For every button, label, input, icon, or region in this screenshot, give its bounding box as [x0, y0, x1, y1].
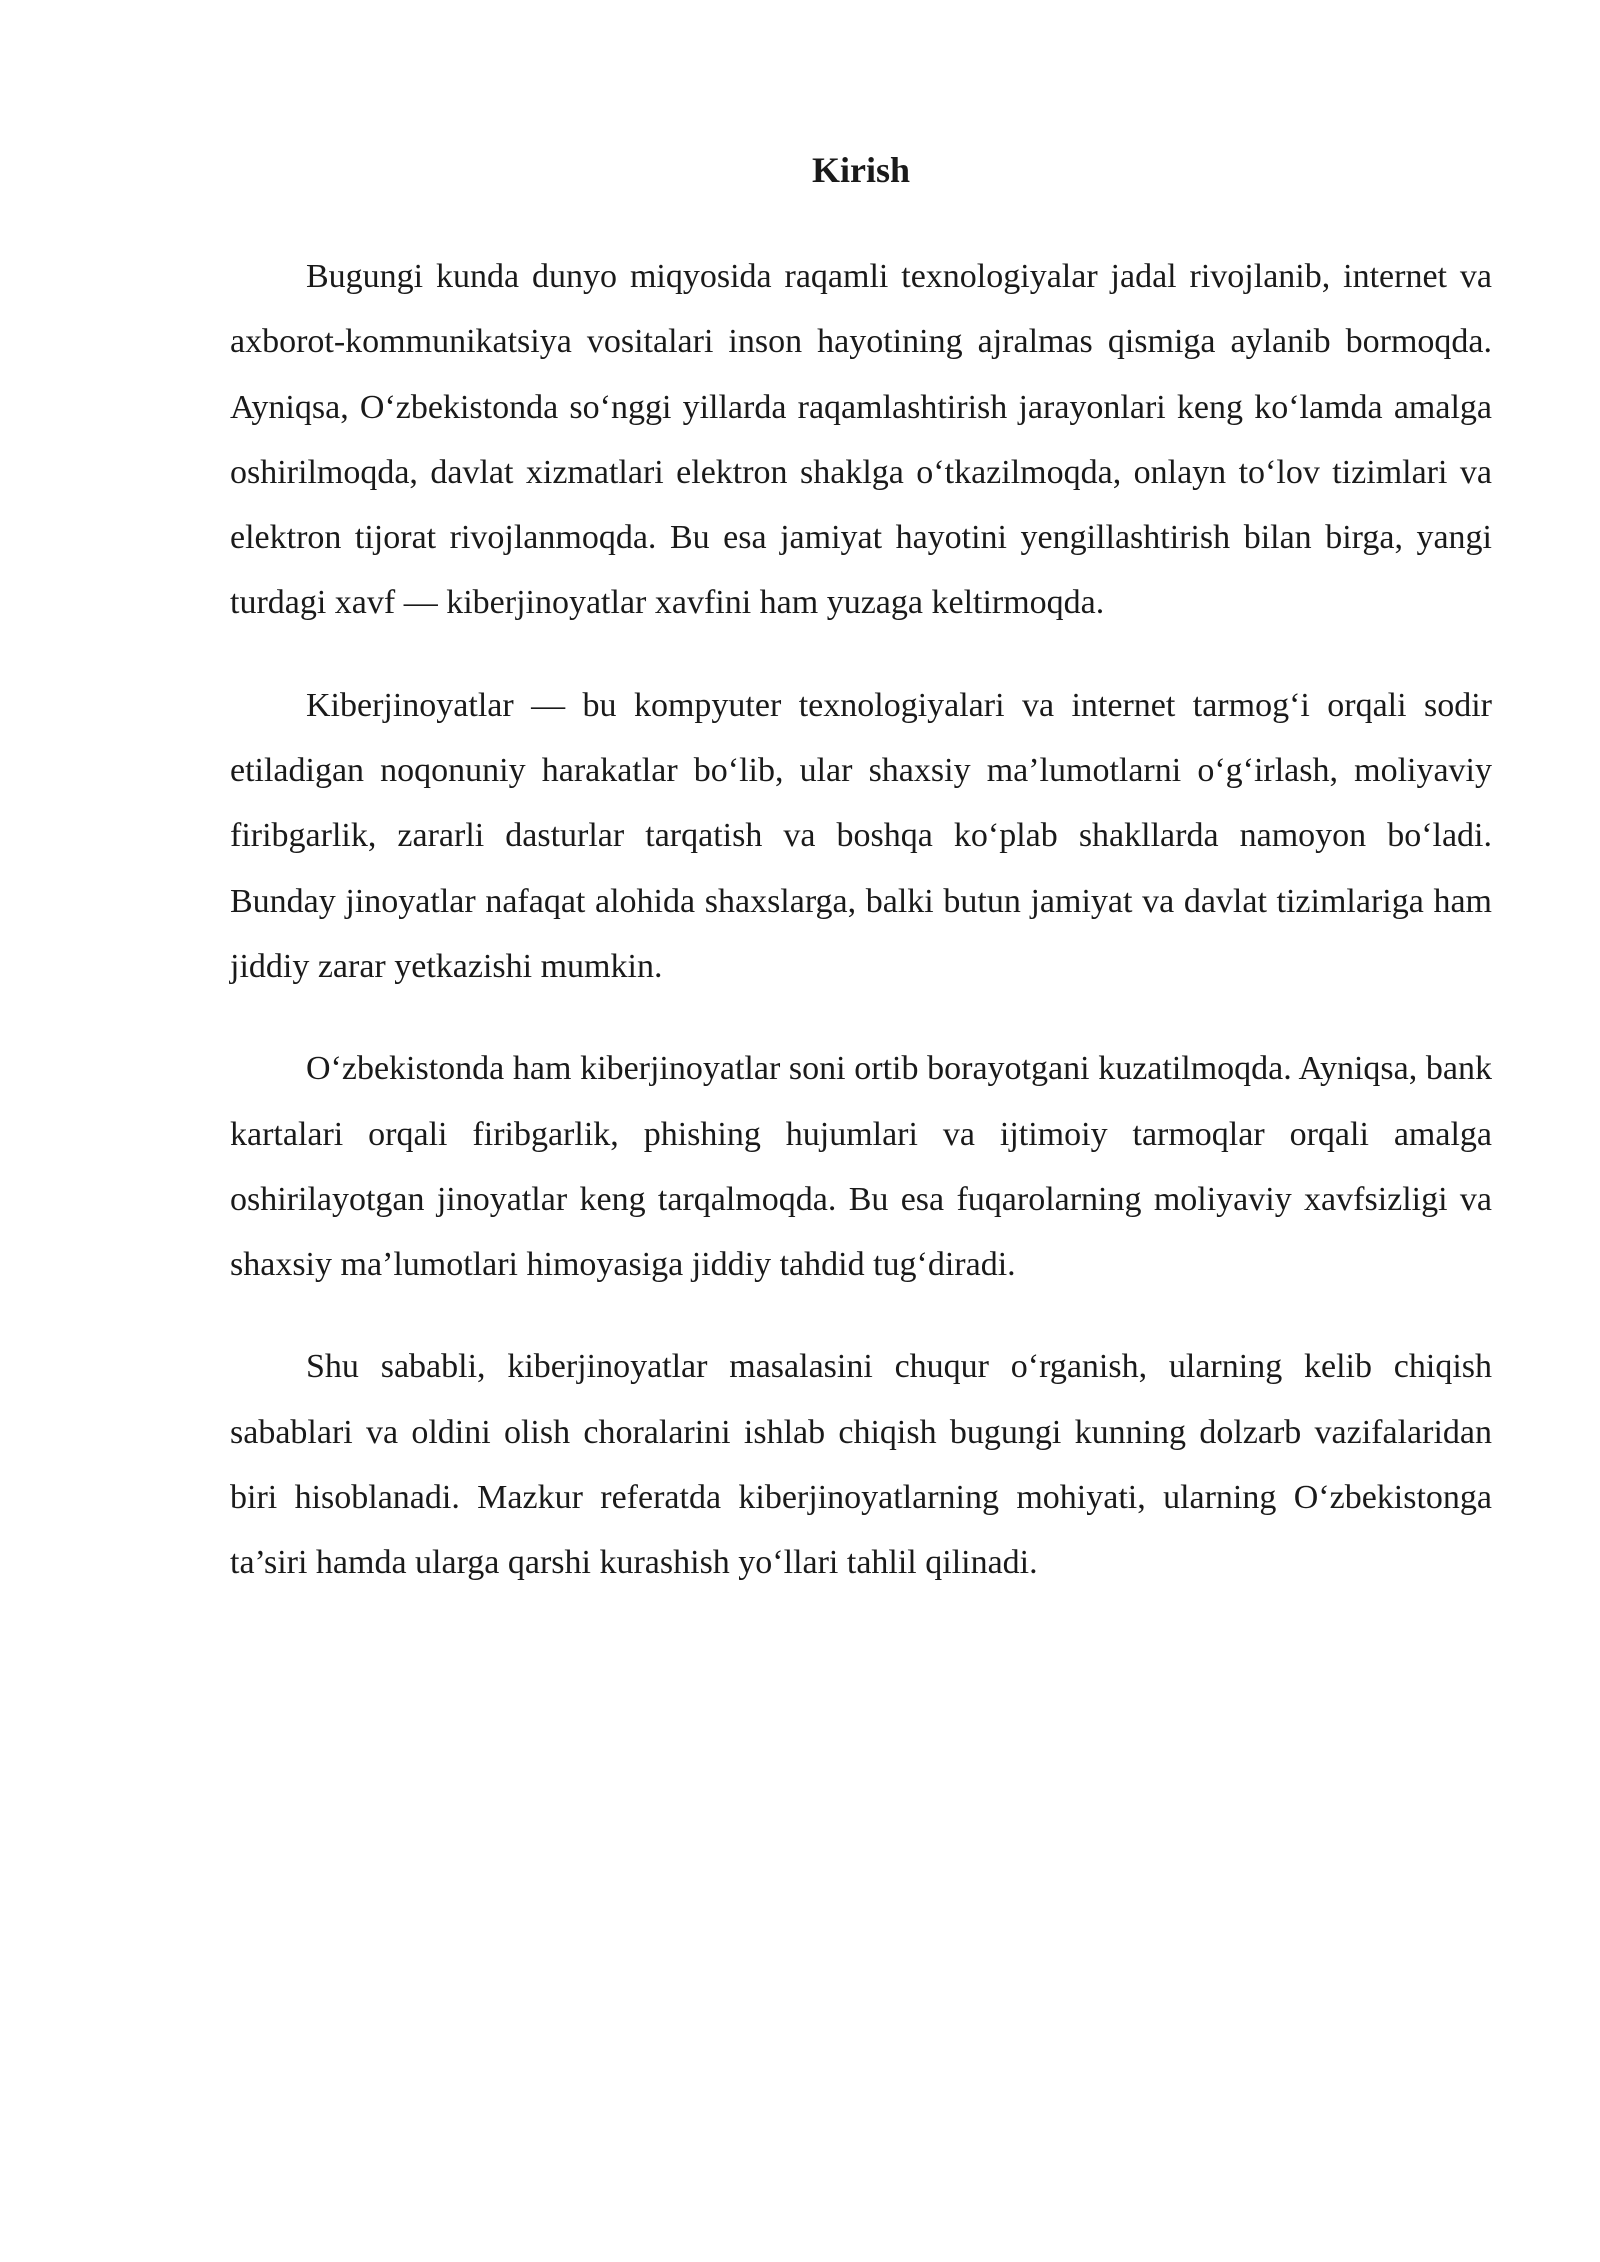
section-title: Kirish: [811, 150, 910, 190]
paragraph-definition: Kiberjinoyatlar — bu kompyuter texnologiyalari va internet tarmog‘i orqali sodir etiladigan noqonuniy harakatlar bo‘lib, ular shaxsiy ma’lumotlarni o‘g‘irlash, moliyaviy firibgarlik, zararli dasturlar tarqatish va boshqa ko‘plab shakllarda namoyon bo‘ladi. Bunday jinoyatlar nafaqat alohida shaxslarga, balki butun jamiyat va davlat tizimlariga ham jiddiy zarar yetkazishi mumkin.: [230, 686, 1492, 985]
paragraph-intro: Bugungi kunda dunyo miqyosida raqamli texnologiyalar jadal rivojlanib, internet va axborot-kommunikatsiya vositalari inson hayotining ajralmas qismiga aylanib bormoqda. Ayniqsa, O‘zbekistonda so‘nggi yillarda raqamlashtirish jarayonlari keng ko‘lamda amalga oshirilmoqda, davlat xizmatlari elektron shaklga o‘tkazilmoqda, onlayn to‘lov tizimlari va elektron tijorat rivojlanmoqda. Bu esa jamiyat hayotini yengillashtirish bilan birga, yangi turdagi xavf — kiberjinoyatlar xavfini ham yuzaga keltirmoqda.: [230, 258, 1492, 622]
paragraph-uzbekistan: O‘zbekistonda ham kiberjinoyatlar soni ortib borayotgani kuzatilmoqda. Ayniqsa, bank kartalari orqali firibgarlik, phishing hujumlari va ijtimoiy tarmoqlar orqali amalga oshirilayotgan jinoyatlar keng tarqalmoqda. Bu esa fuqarolarning moliyaviy xavfsizligi va shaxsiy ma’lumotlari himoyasiga jiddiy tahdid tug‘diradi.: [230, 1050, 1492, 1284]
document-body: [230, 148, 1492, 1633]
paragraph-purpose: Shu sababli, kiberjinoyatlar masalasini chuqur o‘rganish, ularning kelib chiqish sabablari va oldini olish choralarini ishlab chiqish bugungi kunning dolzarb vazifalaridan biri hisoblanadi. Mazkur referatda kiberjinoyatlarning mohiyati, ularning O‘zbekistonga ta’siri hamda ularga qarshi kurashish yo‘llari tahlil qilinadi.: [230, 1348, 1492, 1582]
